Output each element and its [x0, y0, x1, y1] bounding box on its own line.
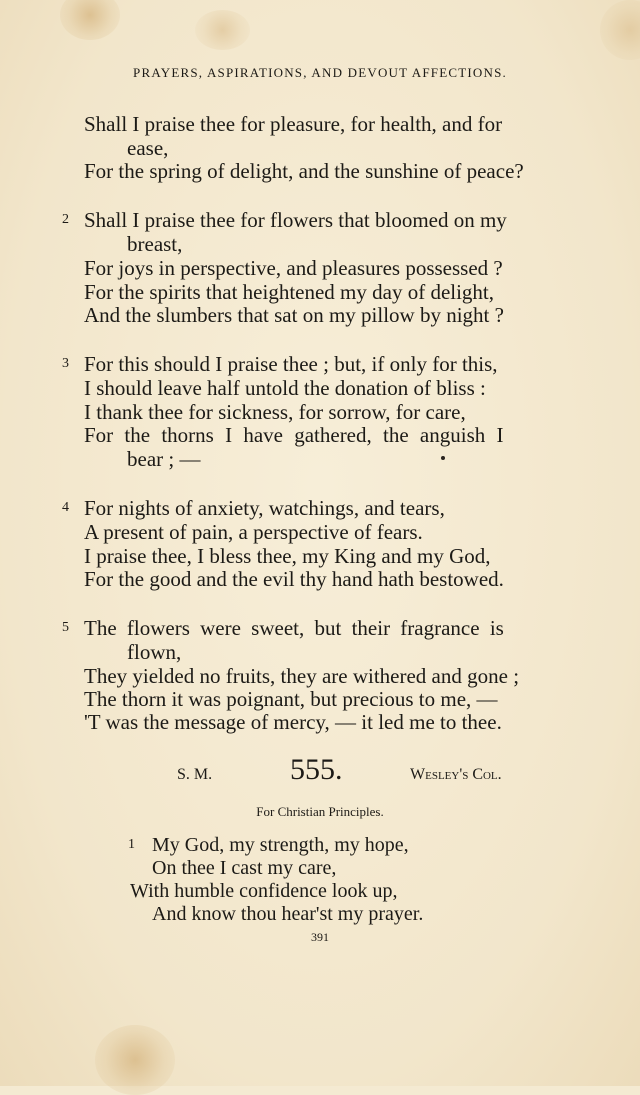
hymn-number: 555.	[290, 753, 343, 786]
stanza1-line2: ease,	[127, 136, 169, 160]
hymn-stanza1-line3: With humble confidence look up,	[130, 880, 398, 902]
foxing-stain-top-right	[600, 0, 640, 60]
foxing-stain-top-center	[195, 10, 250, 50]
stanza5-number: 5	[62, 620, 69, 635]
stanza3-number: 3	[62, 356, 69, 371]
stanza4-line2: A present of pain, a perspective of fears.	[84, 520, 423, 544]
stanza5-line3: They yielded no fruits, they are withered and gone ;	[84, 664, 520, 688]
hymn-subtitle: For Christian Principles.	[256, 804, 384, 819]
stanza1-line1	[84, 112, 584, 136]
stanza3-line5: bear ; —	[127, 447, 201, 471]
hymn-stanza1-line1: My God, my strength, my hope,	[152, 834, 409, 856]
foxing-stain-top-left	[60, 0, 120, 40]
stanza4-number: 4	[62, 500, 69, 515]
stanza4-line3: I praise thee, I bless thee, my King and my God,	[84, 544, 491, 568]
stanza5-line2: flown,	[127, 640, 182, 664]
stanza3-line3: I thank thee for sickness, for sorrow, for care,	[84, 400, 466, 424]
stanza2-line5: And the slumbers that sat on my pillow by night ?	[84, 303, 504, 327]
stanza2-number: 2	[62, 212, 69, 227]
stanza3-line4: For the thorns I have gathered, the anguish I	[84, 423, 504, 447]
stanza2-line4: For the spirits that heightened my day of delight,	[84, 280, 495, 304]
stanza4-line4: For the good and the evil thy hand hath bestowed.	[84, 567, 504, 591]
stanza5-line1: The flowers were sweet, but their fragrance is	[84, 616, 504, 640]
hymn-stanza1-line4: And know thou hear'st my prayer.	[152, 903, 424, 925]
stanza3-line2: I should leave half untold the donation of bliss :	[84, 376, 486, 400]
stanza1-line1-text: Shall I praise thee for pleasure, for health, and for	[84, 112, 503, 136]
stanza2-line2: breast,	[127, 232, 183, 256]
stanza5-line4: The thorn it was poignant, but precious to me, —	[84, 687, 498, 711]
stanza2-line1: Shall I praise thee for flowers that bloomed on my	[84, 208, 507, 232]
stanza4-line1: For nights of anxiety, watchings, and tears,	[84, 496, 445, 520]
hymn-source: Wesley's Col.	[410, 766, 502, 783]
hymn-stanza1-line2: On thee I cast my care,	[152, 857, 337, 879]
stanza1-line3: For the spring of delight, and the sunshine of peace?	[84, 159, 524, 183]
page-number: 391	[311, 930, 329, 944]
stanza2-line3: For joys in perspective, and pleasures possessed ?	[84, 256, 503, 280]
running-header: PRAYERS, ASPIRATIONS, AND DEVOUT AFFECTIONS.	[133, 65, 507, 80]
hymn-meter: S. M.	[177, 766, 213, 783]
stanza3-line1: For this should I praise thee ; but, if only for this,	[84, 352, 498, 376]
stanza5-line5: 'T was the message of mercy, — it led me to thee.	[84, 710, 502, 734]
ink-speck	[441, 456, 445, 460]
foxing-stain-bottom-left	[95, 1025, 175, 1095]
hymn-stanza1-number: 1	[128, 837, 135, 852]
